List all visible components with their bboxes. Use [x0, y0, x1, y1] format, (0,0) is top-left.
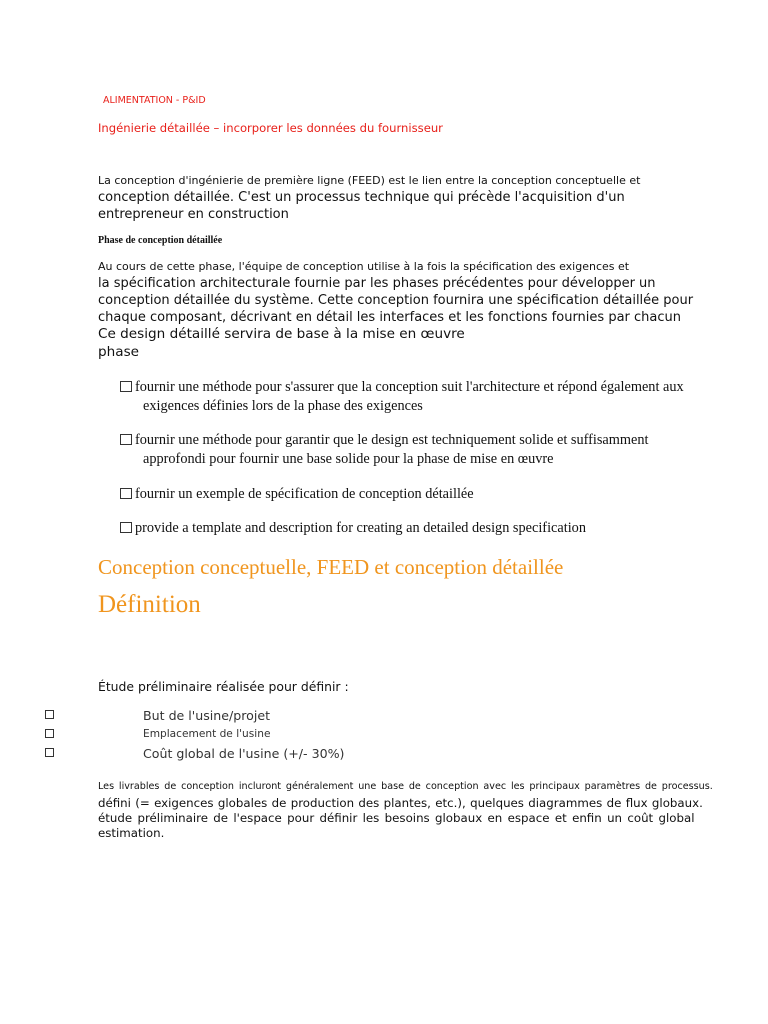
list-item: fournir une méthode pour garantir que le design est techniquement solide et suffisamment approfondi pour fournir une base solide pour la phase de mise en œuvre — [120, 431, 649, 469]
phase-line-2: la spécification architecturale fournie par les phases précédentes pour développer un — [98, 276, 656, 291]
list-item: provide a template and description for creating an detailed design specification — [120, 519, 586, 538]
missing-glyph-icon — [45, 729, 57, 740]
section-title-definition: Définition — [98, 591, 201, 618]
phase-line-3: conception détaillée du système. Cette conception fournira une spécification détaillée pour — [98, 293, 694, 308]
list-item: But de l'usine/projet — [143, 708, 271, 723]
missing-glyph-icon — [45, 748, 57, 759]
list-item: fournir une méthode pour s'assurer que la conception suit l'architecture et répond également aux exigences définies lors de la phase des exigences — [120, 378, 684, 416]
list-item: Emplacement de l'usine — [143, 728, 271, 740]
missing-glyph-icon — [120, 488, 132, 499]
deliverables-line-3: étude préliminaire de l'espace pour définir les besoins globaux en espace et enfin un coût global — [98, 811, 695, 825]
intro-line-3: entrepreneur en construction — [98, 207, 289, 222]
intro-line-2: conception détaillée. C'est un processus technique qui précède l'acquisition d'un — [98, 190, 625, 205]
intro-line-1: La conception d'ingénierie de première ligne (FEED) est le lien entre la conception conceptuelle et — [98, 174, 641, 187]
section-title: Conception conceptuelle, FEED et conception détaillée — [98, 555, 564, 579]
missing-glyph-icon — [120, 522, 132, 533]
phase-line-6: phase — [98, 344, 140, 360]
deliverables-line-4: estimation. — [98, 826, 165, 840]
document-subtitle: Ingénierie détaillée – incorporer les données du fournisseur — [98, 121, 443, 135]
section-heading: Phase de conception détaillée — [98, 235, 223, 246]
phase-line-1: Au cours de cette phase, l'équipe de conception utilise à la fois la spécification des exigences et — [98, 260, 630, 273]
deliverables-line-2: défini (= exigences globales de production des plantes, etc.), quelques diagrammes de flux globaux. — [98, 796, 703, 810]
missing-glyph-icon — [120, 434, 132, 445]
missing-glyph-icon — [120, 381, 132, 392]
list-item: fournir un exemple de spécification de conception détaillée — [120, 485, 474, 504]
phase-line-5: Ce design détaillé servira de base à la mise en œuvre — [98, 326, 465, 342]
deliverables-line-1: Les livrables de conception incluront généralement une base de conception avec les principaux paramètres de processus. — [98, 781, 713, 792]
prelim-intro: Étude préliminaire réalisée pour définir : — [98, 679, 349, 694]
list-item: Coût global de l'usine (+/- 30%) — [143, 746, 345, 761]
document-tag: ALIMENTATION - P&ID — [103, 95, 206, 106]
phase-line-4: chaque composant, décrivant en détail les interfaces et les fonctions fournies par chacun — [98, 310, 681, 325]
missing-glyph-icon — [45, 710, 57, 721]
